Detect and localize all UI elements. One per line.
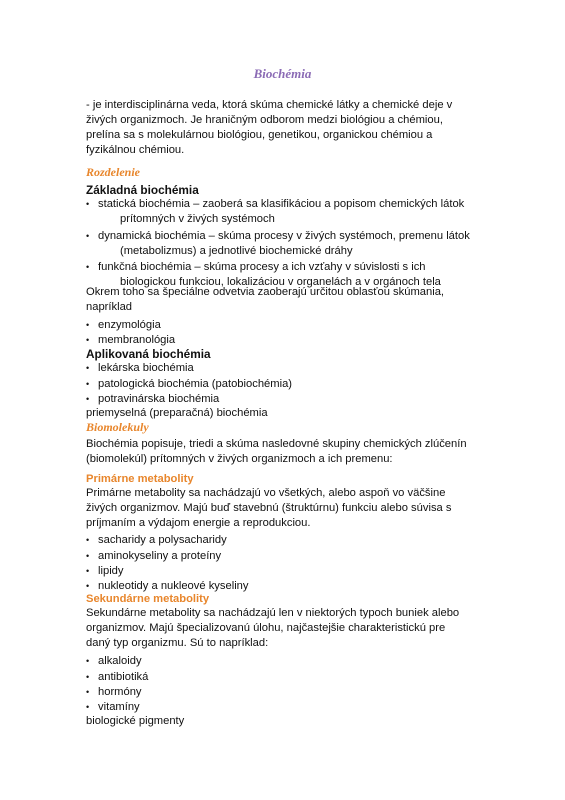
intro-line: prelína sa s molekulárnou biológiou, genetikou, organickou chémiou a xyxy=(86,129,433,141)
bullet-icon: • xyxy=(86,379,90,389)
bullet-icon: • xyxy=(86,656,90,666)
subheading-zakladna: Základná biochémia xyxy=(86,183,199,197)
list-item: • nukleotidy a nukleové kyseliny xyxy=(86,580,249,592)
section-heading-primarne: Primárne metabolity xyxy=(86,473,194,485)
intro-line: fyzikálnou chémiou. xyxy=(86,144,185,156)
note-paragraph: Okrem toho sa špeciálne odvetvia zaoberajú určitou oblasťou skúmania, napríklad xyxy=(86,286,445,313)
primarne-paragraph: Primárne metabolity sa nachádzajú vo všetkých, alebo aspoň vo väčšine živých organizmov. Majú buď stavebnú (štruktúrnu) funkciu alebo súvisa s príjmaním a výdajom energie a reprodukciou. xyxy=(86,487,452,529)
bullet-icon: • xyxy=(86,231,90,241)
sekundarne-paragraph: Sekundárne metabolity sa nachádzajú len v niektorých typoch buniek alebo organizmov. Majú špecializovanú úlohu, najčastejšie charakteristickú pre daný typ organizmu. Sú to napríklad: xyxy=(86,607,460,649)
intro-line: - je interdisciplinárna veda, ktorá skúma chemické látky a chemické deje v xyxy=(86,99,453,111)
bullet-icon: • xyxy=(86,672,90,682)
list-item: • sacharidy a polysacharidy xyxy=(86,534,227,546)
list-item: • patologická biochémia (patobiochémia) xyxy=(86,378,293,390)
list-item: • lipidy xyxy=(86,565,124,577)
list-item: • potravinárska biochémia xyxy=(86,393,220,405)
biomolekuly-paragraph: Biochémia popisuje, triedi a skúma nasledovné skupiny chemických zlúčenín (biomolekúl) prítomných v živých organizmoch a ich premenu: xyxy=(86,438,467,465)
subheading-aplikovana: Aplikovaná biochémia xyxy=(86,347,211,361)
list-item: • antibiotiká xyxy=(86,671,149,683)
list-item: • hormóny xyxy=(86,686,142,698)
bullet-icon: • xyxy=(86,320,90,330)
bullet-icon: • xyxy=(86,687,90,697)
bullet-icon: • xyxy=(86,581,90,591)
bullet-icon: • xyxy=(86,702,90,712)
intro-paragraph xyxy=(86,98,486,158)
list-item: • membranológia xyxy=(86,334,176,346)
bullet-icon: • xyxy=(86,262,90,272)
plain-line: priemyselná (preparačná) biochémia xyxy=(86,407,268,419)
list-item: • funkčná biochémia – skúma procesy a ich vzťahy v súvislosti s ich biologickou funkciou, lokalizáciou v organelách a v orgánoch tela xyxy=(86,261,441,288)
section-heading-sekundarne: Sekundárne metabolity xyxy=(86,593,210,605)
list-item: • enzymológia xyxy=(86,319,161,331)
bullet-icon: • xyxy=(86,551,90,561)
list-item: • alkaloidy xyxy=(86,655,142,667)
section-heading-biomolekuly: Biomolekuly xyxy=(86,420,149,434)
list-item: • lekárska biochémia xyxy=(86,362,194,374)
intro-line: živých organizmoch. Je hraničným odborom medzi biológiou a chémiou, xyxy=(86,114,443,126)
section-heading-rozdelenie: Rozdelenie xyxy=(86,165,140,179)
list-item: • vitamíny xyxy=(86,701,140,713)
list-item: • statická biochémia – zaoberá sa klasifikáciou a popisom chemických látok prítomných v živých systémoch xyxy=(86,198,465,225)
plain-line: biologické pigmenty xyxy=(86,715,185,727)
bullet-icon: • xyxy=(86,363,90,373)
bullet-icon: • xyxy=(86,394,90,404)
list-item: • dynamická biochémia – skúma procesy v živých systémoch, premenu látok (metabolizmus) a jednotlivé biochemické dráhy xyxy=(86,230,470,257)
bullet-icon: • xyxy=(86,199,90,209)
bullet-icon: • xyxy=(86,535,90,545)
bullet-icon: • xyxy=(86,566,90,576)
bullet-icon: • xyxy=(86,335,90,345)
page-title: Biochémia xyxy=(253,66,312,81)
list-item: • aminokyseliny a proteíny xyxy=(86,550,222,562)
